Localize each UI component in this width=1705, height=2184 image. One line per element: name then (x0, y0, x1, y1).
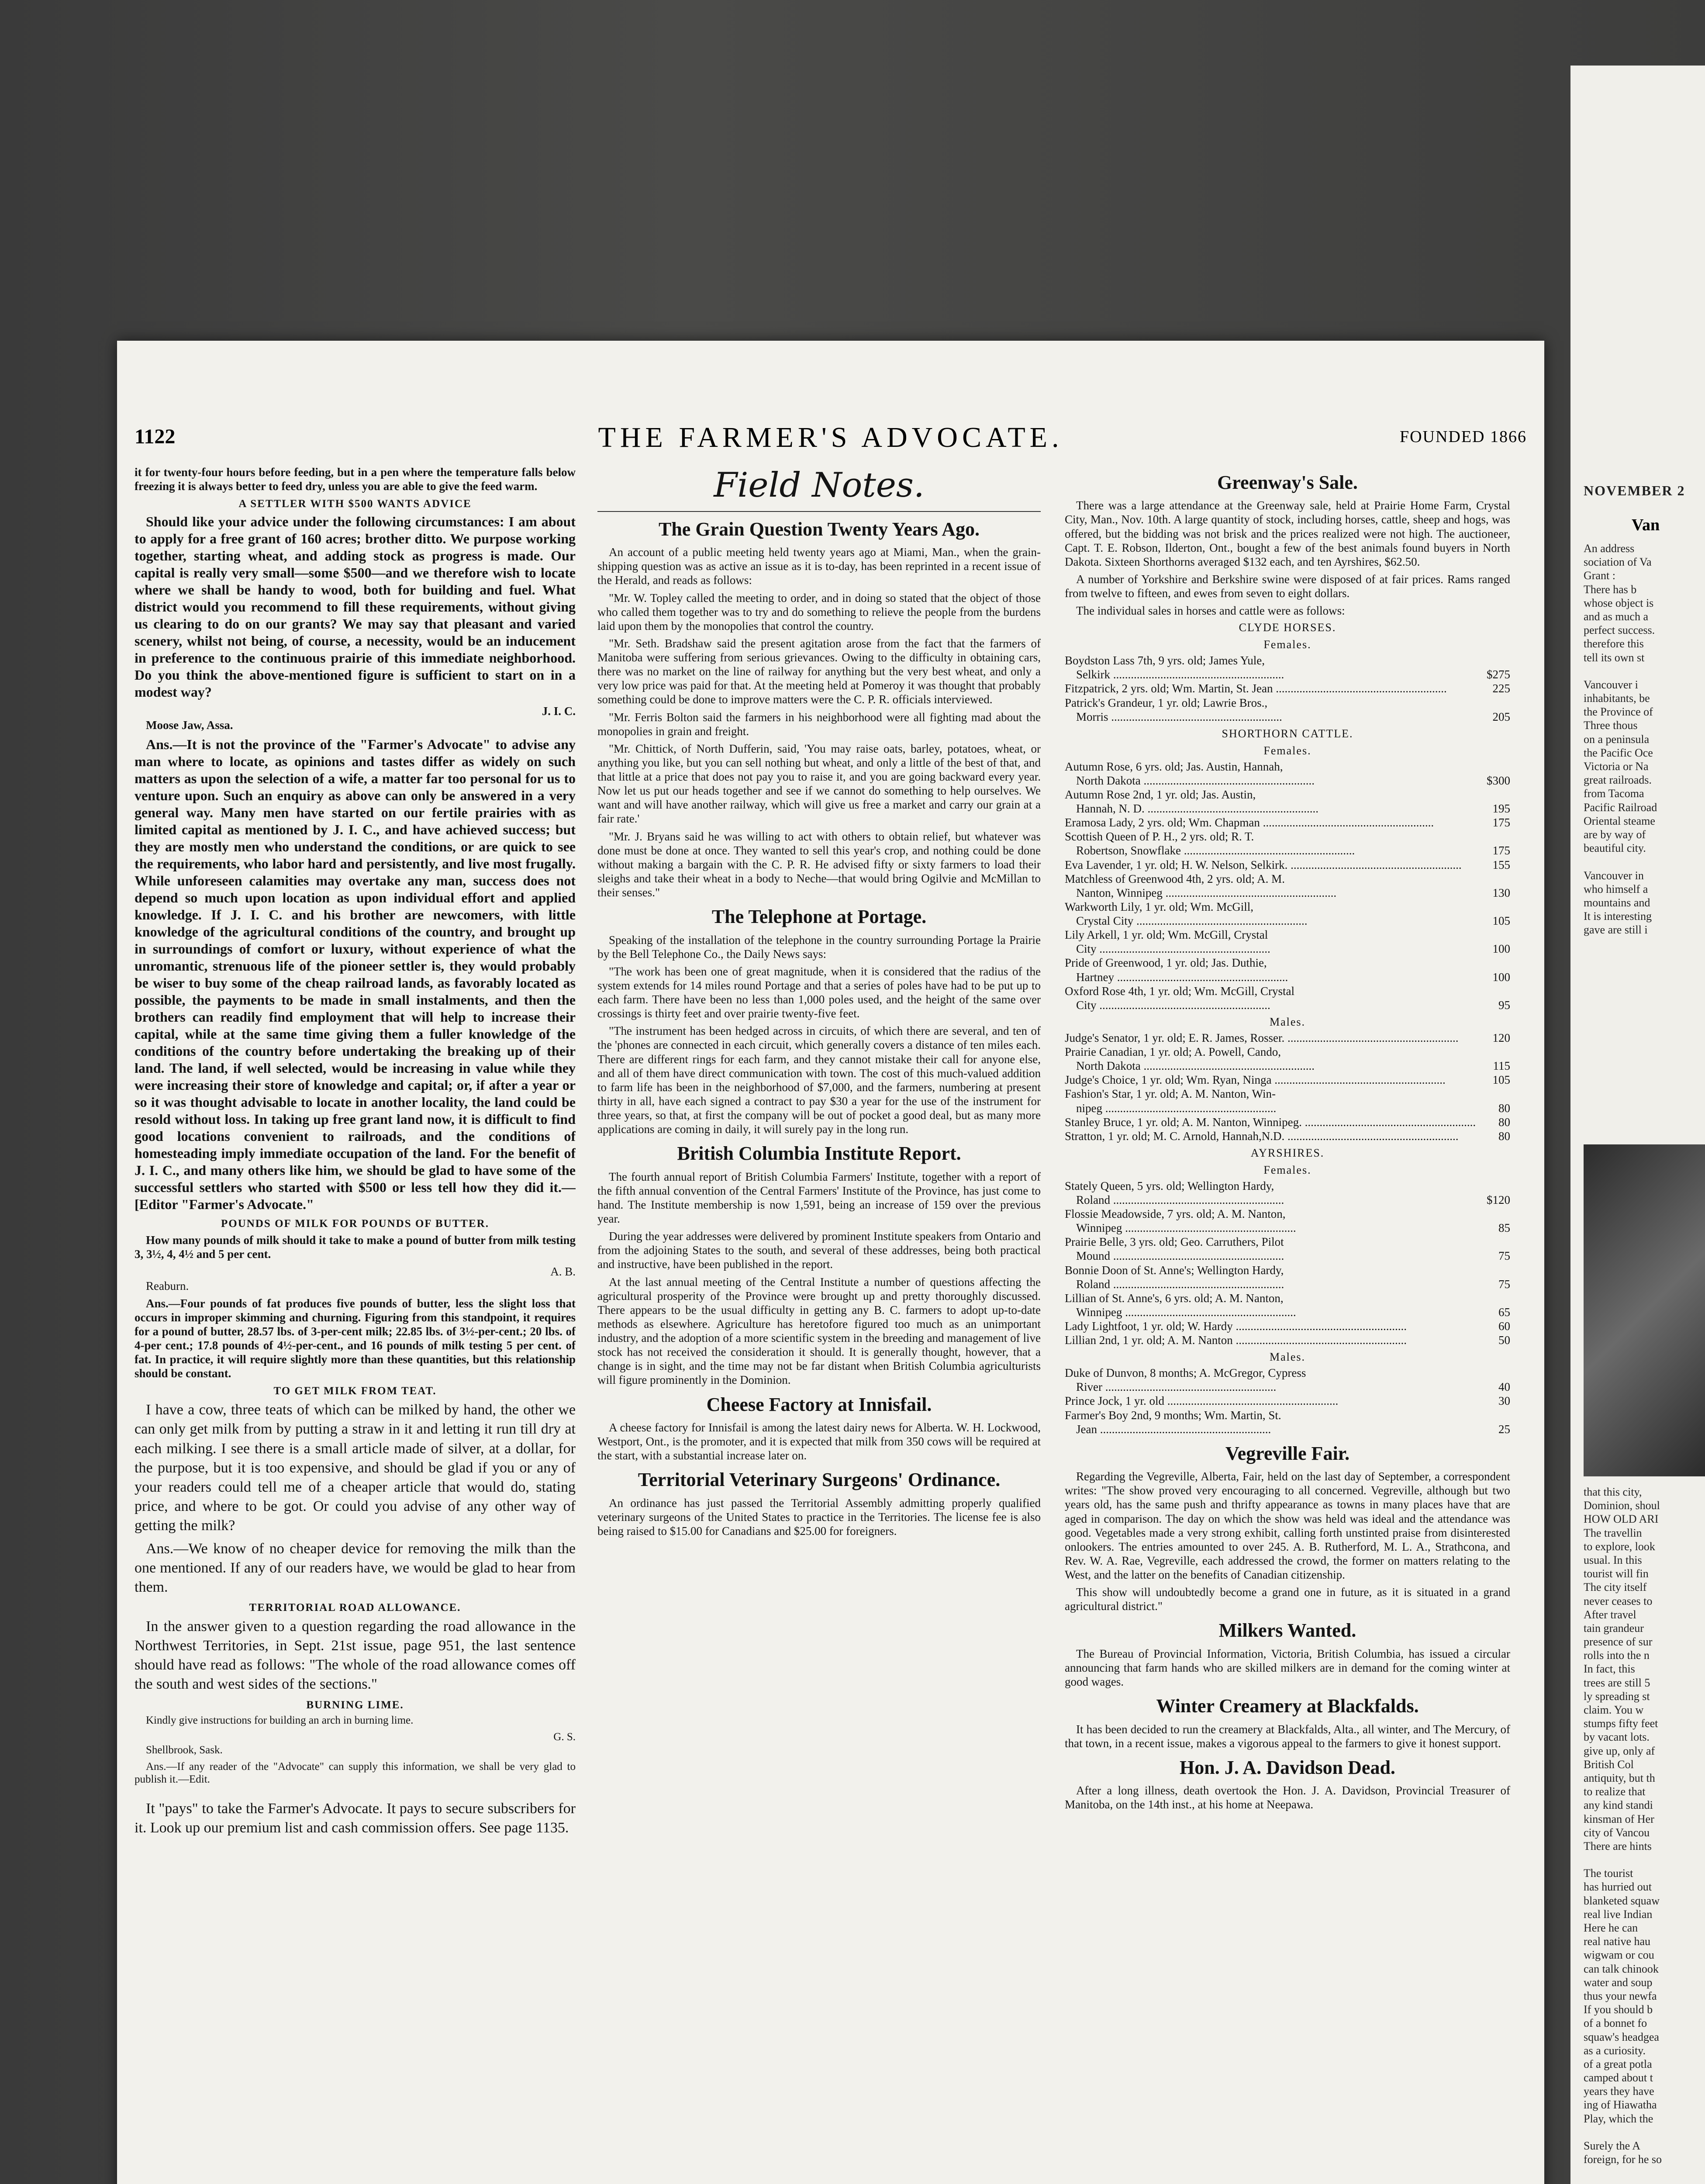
adjacent-page-line: the Pacific Oce (1584, 746, 1653, 759)
adjacent-page-line: that this city, (1584, 1486, 1642, 1498)
sale-entry-name: Autumn Rose 2nd, 1 yr. old; Jas. Austin, (1065, 788, 1256, 801)
sale-entry-price: 175 (1492, 816, 1510, 829)
sale-entry-row (1065, 1333, 1510, 1347)
sale-entry (1065, 1291, 1510, 1319)
adjacent-page-line: can talk chinook (1584, 1962, 1659, 1975)
heading-burning-lime: BURNING LIME. (306, 1699, 404, 1711)
adjacent-page-line: beautiful city. (1584, 842, 1646, 855)
adjacent-page-line: are by way of (1584, 828, 1646, 841)
sale-entry-place: North Dakota .......................................................... (1076, 1059, 1315, 1073)
adjacent-page-line: gave are still i (1584, 923, 1648, 936)
sale-entry-row (1065, 1319, 1510, 1333)
milk-butter-place: Reaburn. (146, 1279, 189, 1292)
adjacent-page-line: has hurried out (1584, 1880, 1652, 1894)
adjacent-page-text-bottom (1584, 1485, 1705, 2166)
adjacent-page-line: real native hau (1584, 1935, 1651, 1948)
ayrshire-females-list (1065, 1179, 1510, 1348)
adjacent-page-line: There are hints (1584, 1839, 1652, 1852)
adjacent-page-line: Pacific Railroad (1584, 801, 1657, 814)
sale-entry-price: 105 (1492, 914, 1510, 928)
clyde-females-label: Females. (1263, 638, 1312, 651)
adjacent-page-line: blanketed squaw (1584, 1894, 1660, 1907)
sale-entry (1065, 1073, 1510, 1087)
heading-greenway-sale: Greenway's Sale. (1217, 472, 1358, 493)
sale-entry-row (1065, 1422, 1510, 1436)
bc-paragraph: The fourth annual report of British Columbia Farmers' Institute, together with a report of the fifth annual convention of the Central Farmers' Institute of the Province, has just come to hand. The Institute membership is now 1,591, being an increase of 159 over the previous year. (597, 1170, 1041, 1226)
sale-entry-price: $120 (1487, 1193, 1510, 1206)
sale-entry-name: Stately Queen, 5 yrs. old; Wellington Hardy, (1065, 1179, 1274, 1192)
telephone-paragraph: "The work has been one of great magnitude, when it is considered that the radius of the system extends for 14 miles round Portage and that a series of poles have had to be put up to each farm. There have been no less than 1,000 poles used, and the height of the same over crossings is thirty feet and over prairie twenty-five feet. (597, 964, 1041, 1020)
sale-entry-name: Patrick's Grandeur, 1 yr. old; Lawrie Bros., (1065, 696, 1268, 709)
ayrshire-males-list (1065, 1366, 1510, 1436)
sale-entry-price: 130 (1492, 886, 1510, 899)
adjacent-page-line (1584, 664, 1705, 678)
adjacent-page-line: presence of sur (1584, 1635, 1653, 1648)
adjacent-page-line: Grant : (1584, 569, 1615, 582)
heading-milkers-wanted: Milkers Wanted. (1218, 1620, 1356, 1641)
sale-entry (1065, 1235, 1510, 1263)
sale-entry-name: Stanley Bruce, 1 yr. old; A. M. Nanton, Winnipeg. .......................................................... (1065, 1115, 1476, 1129)
adjacent-page-line: ly spreading st (1584, 1690, 1650, 1703)
shorthorn-title: SHORTHORN CATTLE. (1222, 727, 1353, 740)
sale-entry-place: Hartney .......................................................... (1076, 970, 1288, 984)
sale-entry-row (1065, 1073, 1510, 1087)
sale-entry-place: Winnipeg .......................................................... (1076, 1221, 1296, 1235)
adjacent-page-line: by vacant lots. (1584, 1731, 1650, 1744)
sale-entry (1065, 829, 1510, 857)
intro-paragraph: it for twenty-four hours before feeding, but in a pen where the temperature falls below freezing it is always better to feed dry, unless you are able to give the feed warm. (135, 466, 576, 493)
adjacent-page-line: Here he can (1584, 1921, 1638, 1934)
adjacent-page-line: The tourist (1584, 1867, 1633, 1880)
adjacent-page-line: inhabitants, be (1584, 692, 1650, 705)
sale-entry-price: 120 (1492, 1031, 1510, 1044)
adjacent-page-line: Play, which the (1584, 2112, 1653, 2125)
adjacent-page-line: Dominion, shoul (1584, 1499, 1660, 1512)
sale-paragraph: A number of Yorkshire and Berkshire swine were disposed of at fair prices. Rams ranged from twelve to fifteen, and ewes from seven to eight dollars. (1065, 572, 1510, 600)
sale-entry-name: Farmer's Boy 2nd, 9 months; Wm. Martin, St. (1065, 1408, 1281, 1422)
sale-entry-row (1065, 914, 1510, 928)
sale-paragraph: The individual sales in horses and cattle were as follows: (1076, 604, 1345, 618)
sale-entry (1065, 1207, 1510, 1235)
adjacent-page-line: Vancouver i (1584, 678, 1638, 691)
sale-entry-price: 80 (1498, 1101, 1510, 1115)
subscription-promo: It "pays" to take the Farmer's Advocate. It pays to secure subscribers for it. Look up our premium list and cash commission offers. See page 1135. (135, 1800, 576, 1836)
sale-entry-row (1065, 1249, 1510, 1263)
heading-veterinary: Territorial Veterinary Surgeons' Ordinance. (638, 1469, 1001, 1491)
sale-entry-place: Nanton, Winnipeg .......................................................... (1076, 886, 1337, 899)
sale-entry (1065, 1179, 1510, 1207)
adjacent-page-line: rolls into the n (1584, 1649, 1650, 1662)
heading-cheese-factory: Cheese Factory at Innisfail. (706, 1393, 932, 1415)
sale-entry-row (1065, 1031, 1510, 1045)
adjacent-page-line: as a curiosity. (1584, 2044, 1646, 2057)
sale-entry-row (1065, 774, 1510, 788)
sale-entry-place: River .......................................................... (1076, 1380, 1277, 1394)
sale-entry-name: Warkworth Lily, 1 yr. old; Wm. McGill, (1065, 900, 1254, 913)
sale-entry-price: 75 (1498, 1249, 1510, 1263)
adjacent-page (1570, 66, 1705, 2184)
adjacent-page-line: British Col (1584, 1758, 1634, 1771)
lime-signature: G. S. (553, 1731, 576, 1743)
vegreville-paragraph: This show will undoubtedly become a grand one in future, as it is situated in a grand agricultural district." (1065, 1586, 1510, 1613)
bc-paragraph: At the last annual meeting of the Central Institute a number of questions affecting the agricultural prosperity of the Province were brought up and pretty thoroughly discussed. There appears to be the usual difficulty in getting any B. C. farmers to adopt up-to-date methods as elsewhere. Agriculture has heretofore figured too much as an unimportant industry, and the adoption of a more scientific system in the breeding and management of live stock has not received the consideration it should. It is generally thought, however, that a change is in sight, and the time may not be far distant when British Columbia agriculturists will figure prominently in the Dominion. (597, 1275, 1041, 1387)
sale-entry (1065, 1263, 1510, 1291)
adjacent-page-line: tell its own st (1584, 651, 1645, 664)
sale-entry-row (1065, 710, 1510, 724)
sale-entry-price: 80 (1498, 1129, 1510, 1143)
sale-entry-name: Autumn Rose, 6 yrs. old; Jas. Austin, Hannah, (1065, 760, 1283, 773)
shorthorn-females-label: Females. (1263, 744, 1312, 757)
grain-paragraph: "Mr. W. Topley called the meeting to order, and in doing so stated that the object of those who called them together was to try and do something to relieve the people from the burdens laid upon them by the monopolies that control the country. (597, 591, 1041, 632)
sale-entry-row (1065, 998, 1510, 1012)
sale-entry (1065, 653, 1510, 681)
sale-entry-row (1065, 942, 1510, 956)
adjacent-page-line: to explore, look (1584, 1540, 1655, 1553)
heading-road-allowance: TERRITORIAL ROAD ALLOWANCE. (249, 1602, 461, 1614)
sale-entry (1065, 760, 1510, 788)
sale-entry (1065, 858, 1510, 872)
shorthorn-males-label: Males. (1269, 1015, 1306, 1028)
sale-entry-price: 95 (1498, 998, 1510, 1012)
heading-winter-creamery: Winter Creamery at Blackfalds. (1156, 1695, 1419, 1717)
sale-entry-name: Boydston Lass 7th, 9 yrs. old; James Yule, (1065, 654, 1265, 667)
sale-entry-place: City .......................................................... (1076, 942, 1270, 956)
cheese-paragraph: A cheese factory for Innisfail is among the latest dairy news for Alberta. W. H. Lockwood, Westport, Ont., is the promoter, and it is expected that milk from 350 cows will be required at the start, with a substantial increase later on. (597, 1420, 1041, 1462)
sale-entry-row (1065, 1101, 1510, 1115)
sale-entry (1065, 816, 1510, 829)
grain-paragraph: "Mr. Chittick, of North Dufferin, said, 'You may raise oats, barley, potatoes, wheat, or anything you like, but you can sell nothing but wheat, and only a little of the best of that, and that little at a price that does not pay you to raise it, and you are going backward every year. Now let us put our heads together and see if we cannot do something to help ourselves. We want and will have another railway, which will give us free a market and carry our grain at a fair rate.' (597, 742, 1041, 826)
adjacent-page-line: An address (1584, 542, 1635, 555)
heading-davidson-dead: Hon. J. A. Davidson Dead. (1180, 1756, 1395, 1778)
sale-entry-name: Judge's Choice, 1 yr. old; Wm. Ryan, Ninga .......................................................... (1065, 1073, 1446, 1087)
sale-entry-name: Scottish Queen of P. H., 2 yrs. old; R. T. (1065, 830, 1254, 843)
sale-entry-row (1065, 667, 1510, 681)
adjacent-page-line: After travel (1584, 1608, 1636, 1621)
adjacent-page-line: any kind standi (1584, 1799, 1653, 1812)
masthead: THE FARMER'S ADVOCATE. (598, 422, 1063, 453)
adjacent-page-line: camped about t (1584, 2071, 1653, 2084)
sale-entry-name: Fitzpatrick, 2 yrs. old; Wm. Martin, St. Jean .......................................................... (1065, 682, 1447, 695)
adjacent-page-line: If you should b (1584, 2003, 1653, 2016)
sale-entry-name: Bonnie Doon of St. Anne's; Wellington Hardy, (1065, 1263, 1284, 1277)
adjacent-page-line: Three thous (1584, 719, 1638, 732)
sale-entry-row (1065, 1193, 1510, 1207)
milk-butter-signature: A. B. (550, 1265, 576, 1279)
adjacent-page-line (1584, 1853, 1705, 1866)
heading-settler-advice: A SETTLER WITH $500 WANTS ADVICE (238, 498, 472, 510)
grain-paragraph: "Mr. Ferris Bolton said the farmers in his neighborhood were all fighting mad about the monopolies in grain and freight. (597, 710, 1041, 738)
adjacent-page-line: Victoria or Na (1584, 760, 1649, 773)
sale-entry-name: Oxford Rose 4th, 1 yr. old; Wm. McGill, Crystal (1065, 984, 1294, 998)
adjacent-page-line: sociation of Va (1584, 556, 1652, 569)
sale-entry-row (1065, 1380, 1510, 1394)
sale-entry-place: Roland .......................................................... (1076, 1277, 1284, 1291)
sale-entry-price: 85 (1498, 1221, 1510, 1235)
sale-entry-price: 205 (1492, 710, 1510, 723)
sale-paragraph: There was a large attendance at the Greenway sale, held at Prairie Home Farm, Crystal City, Man., Nov. 10th. A large quantity of stock, including horses, cattle, sheep and hogs, was offered, but the bidding was not brisk and the prices realized were not high. The auctioneer, Capt. T. E. Robson, Ilderton, Ont., bought a few of the best animals found buyers in North Dakota. Sixteen Shorthorns averaged $132 each, and ten Ayrshires, $62.50. (1065, 499, 1510, 568)
sale-entry-name: Matchless of Greenwood 4th, 2 yrs. old; A. M. (1065, 872, 1285, 885)
sale-entry-row (1065, 1394, 1510, 1408)
column-3 (1065, 465, 1510, 2184)
grain-paragraph: "Mr. Seth. Bradshaw said the present agitation arose from the fact that the farmers of Manitoba were suffering from serious grievances. Owing to the difficulty in obtaining cars, there was no market on the line of railway for anything but the very best wheat, and only a very low price was paid for that. At the meeting held at Pomeroy it was thought that probably something could be done to improve matters were the C. P. R. officials interviewed. (597, 636, 1041, 706)
shorthorn-females-list (1065, 760, 1510, 1012)
sale-entry-price: 100 (1492, 970, 1510, 984)
sale-entry-name: Eramosa Lady, 2 yrs. old; Wm. Chapman .......................................................... (1065, 816, 1434, 829)
sale-entry (1065, 1045, 1510, 1073)
adjacent-page-line: perfect success. (1584, 624, 1655, 637)
sale-entry (1065, 1394, 1510, 1408)
sale-entry-price: 25 (1498, 1422, 1510, 1436)
sale-entry (1065, 872, 1510, 900)
sale-entry-place: Morris .......................................................... (1076, 710, 1282, 723)
sale-entry (1065, 1408, 1510, 1436)
adjacent-page-text-top (1584, 542, 1705, 936)
adjacent-page-line: There has b (1584, 583, 1637, 596)
sale-entry (1065, 1115, 1510, 1129)
adjacent-page-line: HOW OLD ARI (1584, 1513, 1659, 1526)
sale-entry-row (1065, 1115, 1510, 1129)
shorthorn-males-list (1065, 1031, 1510, 1143)
milkers-paragraph: The Bureau of Provincial Information, Victoria, British Columbia, has issued a circular announcing that farm hands who are skilled milkers are in demand for the coming winter at good wages. (1065, 1647, 1510, 1689)
adjacent-page-line: never ceases to (1584, 1594, 1653, 1607)
sale-entry-name: Lily Arkell, 1 yr. old; Wm. McGill, Crystal (1065, 928, 1268, 942)
sale-entry-place: Robertson, Snowflake .......................................................... (1076, 844, 1355, 857)
lime-answer: Ans.—If any reader of the "Advocate" can supply this information, we shall be very glad to publish it.—Edit. (135, 1760, 576, 1786)
adjacent-page-line: squaw's headgea (1584, 2030, 1659, 2043)
adjacent-page-line: on a peninsula (1584, 733, 1650, 746)
bc-paragraph: During the year addresses were delivered by prominent Institute speakers from Ontario and from the adjoining States to the south, and several of these addresses, being both practical and instructive, have been published in the report. (597, 1230, 1041, 1271)
ayrshire-males-label: Males. (1269, 1351, 1306, 1364)
sale-entry-place: City .......................................................... (1076, 998, 1270, 1012)
sale-entry-row (1065, 970, 1510, 984)
heading-telephone: The Telephone at Portage. (711, 906, 927, 928)
adjacent-page-line: from Tacoma (1584, 787, 1644, 800)
sale-entry-price: 75 (1498, 1277, 1510, 1291)
sale-entry-price: 175 (1492, 844, 1510, 857)
sale-entry-place: Hannah, N. D. .......................................................... (1076, 802, 1318, 816)
sale-entry-place: Roland .......................................................... (1076, 1193, 1284, 1206)
adjacent-page-line: trees are still 5 (1584, 1676, 1650, 1689)
adjacent-page-line: tourist will fin (1584, 1567, 1649, 1580)
adjacent-page-line: ing of Hiawatha (1584, 2098, 1657, 2111)
sale-entry-name: Prairie Canadian, 1 yr. old; A. Powell, Cando, (1065, 1045, 1281, 1059)
sale-entry-name: Lillian 2nd, 1 yr. old; A. M. Nanton .......................................................... (1065, 1334, 1407, 1347)
clyde-horses-title: CLYDE HORSES. (1239, 621, 1336, 634)
sale-entry-row (1065, 816, 1510, 829)
sale-entry (1065, 681, 1510, 695)
adjacent-page-line: stumps fifty feet (1584, 1717, 1658, 1730)
adjacent-page-line: the Province of (1584, 705, 1653, 719)
divider (597, 511, 1041, 512)
sale-entry (1065, 1087, 1510, 1115)
sale-entry-price: 155 (1492, 858, 1510, 871)
sale-entry-name: Flossie Meadowside, 7 yrs. old; A. M. Nanton, (1065, 1207, 1286, 1221)
adjacent-page-line: kinsman of Her (1584, 1812, 1654, 1825)
sale-entry-row (1065, 1305, 1510, 1319)
sale-entry-price: $300 (1487, 774, 1510, 787)
adjacent-page-line: The city itself (1584, 1581, 1647, 1594)
sale-entry-name: Fashion's Star, 1 yr. old; A. M. Nanton, Win- (1065, 1087, 1276, 1101)
sale-entry-price: 40 (1498, 1380, 1510, 1394)
adjacent-page-line: It is interesting (1584, 910, 1652, 923)
adjacent-page-line: tain grandeur (1584, 1621, 1644, 1635)
adjacent-page-line: foreign, for he so (1584, 2153, 1662, 2166)
sale-entry-price: 80 (1498, 1115, 1510, 1129)
sale-entry-row (1065, 1221, 1510, 1235)
adjacent-page-line: claim. You w (1584, 1704, 1644, 1716)
sale-entry-row (1065, 858, 1510, 872)
sale-entry-name: Prairie Belle, 3 yrs. old; Geo. Carruthers, Pilot (1065, 1235, 1284, 1249)
sale-entry-row (1065, 1129, 1510, 1143)
teat-question: I have a cow, three teats of which can be milked by hand, the other we can only get milk from by putting a straw in it and letting it run till dry at each milking. I see there is a small article made of silver, at a dollar, for the purpose, but it is too expensive, and should be glad if you or any of your readers could tell me of a cheaper article that would do, stating price, and where to be got. Or could you advise of any other way of getting the milk? (135, 1402, 576, 1534)
sale-entry-price: 225 (1492, 682, 1510, 695)
adjacent-page-line: of a great potla (1584, 2057, 1652, 2070)
adjacent-page-line: who himself a (1584, 882, 1648, 895)
sale-entry-price: 195 (1492, 802, 1510, 816)
adjacent-page-line: to realize that (1584, 1785, 1646, 1798)
vegreville-paragraph: Regarding the Vegreville, Alberta, Fair, held on the last day of September, a correspondent writes: "The show proved very encouraging to all concerned. Vegreville, although but two years old, has the same push and thrifty appearance as towns in many places have that are aged in comparison. The day on which the show was held was ideal and the attendance was good. Vegetables made a very strong exhibit, calling forth unstinted praise from disinterested onlookers. The entries amounted to over 245. A. B. Rutherford, M. L. A., Strathcona, and Rev. W. A. Rae, Vegreville, each addressed the crowd, the former on matters relating to the West, and the latter on the benefits of Canadian citizenship. (1065, 1470, 1510, 1582)
sale-entry (1065, 984, 1510, 1012)
sale-entry-name: Stratton, 1 yr. old; M. C. Arnold, Hannah,N.D. .......................................................... (1065, 1129, 1459, 1143)
settler-answer: Ans.—It is not the province of the "Farmer's Advocate" to advise any man where to locate, as opinions and tastes differ as widely on such matters as upon the selection of a wife, a matter far too personal for us to venture upon. Such an enquiry as above can only be answered in a very general way. Many men have started on our fertile prairies with as limited capital as mentioned by J. I. C., and have achieved success; but they are mostly men who understand the conditions, or are quick to see the requirements, who labor hard and persistently, and live most frugally. While unforeseen calamities may overtake any man, success does not depend so much upon location as upon individual effort and applied knowledge. If J. I. C. and his brother are newcomers, with little knowledge of the agricultural conditions of the country, and brought up in surroundings of comfort or luxury, without experience of what the unromantic, strenuous life of the pioneer settler is, they would probably be wiser to buy some of the cheap railroad lands, as favorably located as possible, the payments to be made in small instalments, and then the brothers can readily find employment that will help to increase their capital, while at the same time giving them a fuller knowledge of the conditions of the country before undertaking the breaking up of their land. The land, if well selected, would be increasing in value while they were increasing their store of knowledge and capital; or, if after a year or so it was thought advisable to locate in another locality, the land could be resold without loss. In taking up free grant land now, it is difficult to find good locations convenient to railroads, and the conditions of homesteading imply immediate occupation of the land. For the benefit of J. I. C., and many others like him, we should be glad to have some of the successful settlers who started with $500 or less tell how they did it.—[Editor "Farmer's Advocate." (135, 736, 576, 1213)
sale-entry-price: 100 (1492, 942, 1510, 956)
sale-entry (1065, 956, 1510, 984)
sale-entry-name: Duke of Dunvon, 8 months; A. McGregor, Cypress (1065, 1366, 1306, 1380)
sale-entry-place: Selkirk .......................................................... (1076, 668, 1284, 681)
sale-entry-row (1065, 802, 1510, 816)
adjacent-page-date: NOVEMBER 2 (1584, 483, 1685, 498)
lime-question: Kindly give instructions for building an arch in burning lime. (146, 1714, 414, 1727)
heading-grain-question: The Grain Question Twenty Years Ago. (658, 518, 980, 540)
adjacent-page-line: city of Vancou (1584, 1826, 1650, 1839)
sale-entry-price: 50 (1498, 1334, 1510, 1347)
settler-place: Moose Jaw, Assa. (146, 719, 233, 732)
column-1 (135, 465, 576, 2184)
sale-entry-row (1065, 843, 1510, 857)
adjacent-page-line: give up, only af (1584, 1744, 1655, 1757)
sale-entry (1065, 696, 1510, 724)
field-notes-title: Field Notes. (714, 466, 925, 505)
sale-entry (1065, 1129, 1510, 1143)
adjacent-page-line: Oriental steame (1584, 814, 1655, 827)
adjacent-page-line: antiquity, but th (1584, 1771, 1655, 1784)
sale-entry-price: 65 (1498, 1305, 1510, 1319)
settler-signature: J. I. C. (542, 705, 576, 718)
sale-entry-price: 115 (1493, 1059, 1510, 1073)
ayrshire-females-label: Females. (1263, 1163, 1312, 1176)
sale-entry-row (1065, 1059, 1510, 1073)
sale-entry-row (1065, 681, 1510, 695)
sale-entry (1065, 1366, 1510, 1394)
adjacent-page-line: mountains and (1584, 896, 1650, 909)
sale-entry-name: Lillian of St. Anne's, 6 yrs. old; A. M. Nanton, (1065, 1291, 1284, 1305)
sale-entry-row (1065, 886, 1510, 900)
lime-place: Shellbrook, Sask. (146, 1744, 223, 1756)
sale-entry-price: $275 (1487, 668, 1510, 681)
sale-entry-row (1065, 1277, 1510, 1291)
adjacent-page-line: and as much a (1584, 610, 1649, 623)
adjacent-page-line: great railroads. (1584, 774, 1652, 787)
adjacent-page-line: water and soup (1584, 1976, 1653, 1989)
veterinary-paragraph: An ordinance has just passed the Territorial Assembly admitting properly qualified veterinary surgeons of the United States to practice in the Territories. The license fee is also being raised to $15.00 for Canadians and $25.00 for foreigners. (597, 1496, 1041, 1538)
page-header (135, 419, 1527, 459)
adjacent-page-photo (1584, 1144, 1705, 1476)
column-2 (597, 465, 1041, 2184)
adjacent-page-line: of a bonnet fo (1584, 2017, 1647, 2030)
adjacent-page-line: usual. In this (1584, 1553, 1642, 1566)
sale-entry-place: North Dakota .......................................................... (1076, 774, 1315, 787)
sale-entry (1065, 928, 1510, 956)
clyde-horses-list (1065, 653, 1510, 724)
heading-bc-institute: British Columbia Institute Report. (677, 1143, 961, 1165)
adjacent-page-line: thus your newfa (1584, 1989, 1657, 2002)
sale-entry (1065, 788, 1510, 816)
adjacent-page-line: real live Indian (1584, 1908, 1653, 1921)
heading-milk-butter: POUNDS OF MILK FOR POUNDS OF BUTTER. (221, 1218, 489, 1230)
sale-entry (1065, 1319, 1510, 1333)
sale-entry-name: Prince Jock, 1 yr. old .......................................................... (1065, 1394, 1339, 1408)
adjacent-page-line: whose object is (1584, 596, 1654, 609)
founded-line: FOUNDED 1866 (1399, 428, 1527, 446)
sale-entry (1065, 900, 1510, 928)
adjacent-page-line: Vancouver in (1584, 869, 1644, 882)
grain-paragraph: "Mr. J. Bryans said he was willing to act with others to obtain relief, but whatever was done must be done at once. They wanted to sell this year's crop, and nothing could be done without making a bargain with the C. P. R. He advised fifty or sixty farmers to load their sleighs and take their wheat in a body to Neche—that would bring Ogilvie and McMillan to their senses." (597, 829, 1041, 899)
page-number: 1122 (135, 425, 176, 448)
heading-teat: TO GET MILK FROM TEAT. (273, 1385, 437, 1397)
sale-entry (1065, 1333, 1510, 1347)
adjacent-page-line (1584, 2125, 1705, 2139)
creamery-paragraph: It has been decided to run the creamery at Blackfalds, Alta., all winter, and The Mercury, of that town, in a recent issue, makes a vigorous appeal to the farmers to give it honest support. (1065, 1722, 1510, 1750)
sale-entry-price: 105 (1492, 1073, 1510, 1087)
newspaper-page (117, 341, 1544, 2184)
sale-entry-price: 60 (1498, 1320, 1510, 1333)
davidson-paragraph: After a long illness, death overtook the Hon. J. A. Davidson, Provincial Treasurer of Manitoba, on the 14th inst., at his home at Neepawa. (1065, 1784, 1510, 1811)
adjacent-page-line: years they have (1584, 2085, 1654, 2098)
sale-entry-place: Jean .......................................................... (1076, 1422, 1271, 1436)
sale-entry-name: Pride of Greenwood, 1 yr. old; Jas. Duthie, (1065, 956, 1267, 970)
sale-entry-name: Judge's Senator, 1 yr. old; E. R. James, Rosser. .......................................................... (1065, 1031, 1459, 1044)
adjacent-page-line: Surely the A (1584, 2139, 1640, 2152)
adjacent-page-line: In fact, this (1584, 1662, 1635, 1676)
sale-entry-name: Eva Lavender, 1 yr. old; H. W. Nelson, Selkirk. .......................................................... (1065, 858, 1462, 871)
adjacent-page-line: wigwam or cou (1584, 1949, 1654, 1962)
sale-entry-place: nipeg .......................................................... (1076, 1101, 1277, 1115)
settler-letter: Should like your advice under the following circumstances: I am about to apply for a free grant of 160 acres; brother ditto. We purpose working together, starting wheat, and adding stock as progress is made. Our capital is really very small—some $500—and we therefore wish to locate where we shall be handy to wood, both for building and fuel. What district would you recommend to fill these requirements, without giving us clearing to do on our grants? We may say that pleasant and varied scenery, whilst not being, of course, a necessity, would be an inducement in preference to the continuous prairie of this immediate neighborhood. Do you think the above-mentioned figure is sufficient to start on in a modest way? (135, 514, 576, 700)
sale-entry-name: Lady Lightfoot, 1 yr. old; W. Hardy .......................................................... (1065, 1320, 1407, 1333)
sale-entry-place: Mound .......................................................... (1076, 1249, 1284, 1263)
milk-butter-question: How many pounds of milk should it take to make a pound of butter from milk testing 3, 3½, 4, 4½ and 5 per cent. (135, 1234, 576, 1261)
adjacent-page-line: therefore this (1584, 637, 1644, 650)
grain-paragraph: An account of a public meeting held twenty years ago at Miami, Man., when the grain-shipping question was as active an issue as it is to-day, has been reprinted in a recent issue of the Herald, and reads as follows: (597, 546, 1041, 587)
telephone-paragraph: "The instrument has been hedged across in circuits, of which there are several, and ten of the 'phones are connected in each circuit, which generally covers a distance of ten miles each. There are different rings for each farm, and they cannot mistake their call for anyone else, and all of them have direct communication with town. The cost of this much-valued addition to farm life has been in the neighborhood of $7,000, and the farmers, numbering at present thirty in all, have each signed a contract to pay $30 a year for the use of the instrument for three years, so that, at first the company will be out of pocket a good deal, but as many more applications are coming in daily, it will surely pay in the long run. (597, 1024, 1041, 1136)
road-allowance-text: In the answer given to a question regarding the road allowance in the Northwest Territories, in Sept. 21st issue, page 951, the last sentence should have read as follows: "The whole of the road allowance comes off the south and west sides of the sections." (135, 1618, 576, 1693)
adjacent-page-line (1584, 855, 1705, 868)
ayrshires-title: AYRSHIRES. (1250, 1146, 1325, 1159)
sale-entry-place: Crystal City .......................................................... (1076, 914, 1308, 928)
sale-entry-price: 30 (1498, 1394, 1510, 1408)
adjacent-page-title: Van (1632, 516, 1660, 534)
sale-entry (1065, 1031, 1510, 1045)
milk-butter-answer: Ans.—Four pounds of fat produces five pounds of butter, less the slight loss that occurs in improper skimming and churning. Figuring from this standpoint, it requires for a pound of butter, 28.57 lbs. of 3-per-cent milk; 22.85 lbs. of 3½-per-cent.; 20 lbs. of 4-per cent.; 17.8 pounds of 4½-per-cent., and 16 pounds of milk testing 5 per cent. of fat. In practice, it will require slightly more than these quantities, but this relationship should be constant. (135, 1296, 576, 1380)
sale-entry-place: Winnipeg .......................................................... (1076, 1305, 1296, 1319)
telephone-paragraph: Speaking of the installation of the telephone in the country surrounding Portage la Prairie by the Bell Telephone Co., the Daily News says: (597, 933, 1041, 961)
teat-answer: Ans.—We know of no cheaper device for removing the milk than the one mentioned. If any of our readers have, we would be glad to hear from them. (135, 1540, 576, 1595)
heading-vegreville-fair: Vegreville Fair. (1225, 1442, 1350, 1464)
adjacent-page-line: The travellin (1584, 1526, 1642, 1539)
